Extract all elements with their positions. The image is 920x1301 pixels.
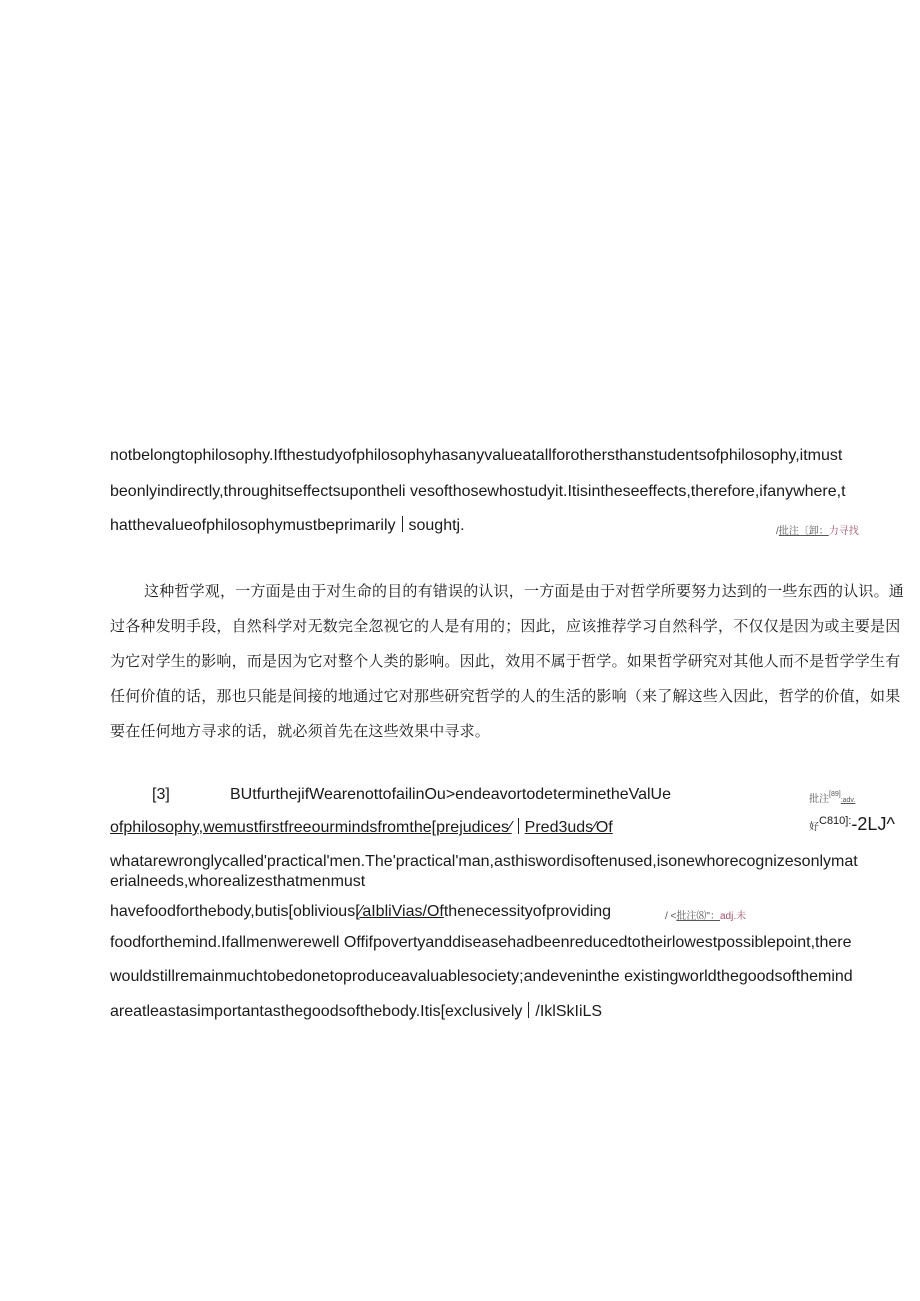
para3-line-1: BUtfurthejifWearenottofailinOu>endeavortodeterminetheValUe: [230, 786, 671, 803]
annotation-2-text: :adv.: [840, 797, 856, 804]
annotation-4-text: adj.未: [719, 911, 747, 922]
chinese-line-2: 过各种发明手段，自然科学对无数完全忽视它的人是有用的；因此，应该推荐学习自然科学，不仅仅是因为或主要是因: [110, 617, 901, 635]
para3-line-6: foodforthemind.Ifallmenwerewell Offifpovertyanddiseasehadbeenreducedtotheirlowestpossiblepoint,there: [110, 934, 852, 951]
para1-line-2: beonlyindirectly,throughitseffectsupontheli vesofthosewhostudyit.Itisintheseeffects,therefore,ifanywhere,t: [110, 483, 846, 500]
para1-line-3-keyword: soughtj.: [408, 517, 465, 534]
para3-line-8: [110, 1002, 602, 1022]
annotation-4-prefix: / <: [665, 911, 677, 922]
chinese-line-5: 要在任何地方寻求的话，就必须首先在这些效果中寻求。: [110, 722, 491, 740]
para3-line-8-text: areatleastasimportantasthegoodsofthebody.Itis[exclusively: [110, 1003, 523, 1020]
para3-line-5-text: havefoodforthebody,butis[oblivious: [110, 903, 356, 920]
para3-line-3: whatarewronglycalled'practical'men.The'practical'man,asthiswordisoftenused,isonewhorecognizesonlymat: [110, 853, 858, 870]
para1-line-3-text: hatthevalueofphilosophymustbeprimarily: [110, 517, 396, 534]
para3-line-7: wouldstillremainmuchtobedonetoproduceavaluablesociety;andeveninthe existingworldthegoodsofthemind: [110, 968, 853, 985]
para3-line-5-phonetic: [⁄aIbliVias/Of: [355, 903, 444, 920]
para3-line-2: [110, 818, 613, 838]
annotation-2-label: 批注: [809, 794, 829, 805]
annotation-1-text: 力寻找: [828, 526, 859, 537]
para3-line-2-text: ofphilosophy,wemustfirstfreeourmindsfromthe[prejudices⁄: [110, 819, 512, 836]
separator-bar: [402, 516, 403, 532]
annotation-1-prefix: /: [776, 526, 779, 537]
para1-line-3: [110, 516, 465, 536]
chinese-line-4: 任何价值的话，那也只能是间接的地通过它对那些研究哲学的人的生活的影响（来了解这些入因此，哲学的价值，如果: [110, 687, 901, 705]
chinese-line-3: 为它对学生的影响，而是因为它对整个人类的影响。因此，效用不属于哲学。如果哲学研究对其他人而不是哲学学生有: [110, 652, 901, 670]
paragraph-number: [3]: [152, 786, 170, 803]
para3-line-5: [110, 902, 611, 922]
chinese-line-1: 这种哲学观，一方面是由于对生命的目的有错误的认识，一方面是由于对哲学所要努力达到的一些东西的认识。通: [144, 582, 905, 600]
para3-line-2-phonetic: Pred3uds⁄Of: [524, 819, 613, 836]
annotation-4: [665, 907, 746, 922]
annotation-2: [809, 790, 855, 805]
para3-line-8-phonetic: /IklSkIiLS: [535, 1003, 603, 1020]
para1-line-1: notbelongtophilosophy.Ifthestudyofphilosophyhasanyvalueatallforothersthanstudentsofphilosophy,itmust: [110, 447, 843, 464]
para3-line-4: erialneeds,whorealizesthatmenmust: [110, 873, 366, 890]
annotation-3: [809, 814, 895, 835]
annotation-1: [776, 522, 859, 537]
annotation-4-label: 批注⑻"：: [676, 911, 720, 922]
annotation-1-label: 批注〔卸：: [778, 526, 829, 537]
para3-line-5-rest: thenecessityofproviding: [443, 903, 612, 920]
annotation-3-sup: C810]:: [819, 815, 852, 827]
annotation-3-text: -2LJ^: [851, 814, 895, 834]
annotation-3-char: 好: [809, 822, 819, 833]
separator-bar: [518, 818, 519, 834]
annotation-2-sup: [89]: [829, 791, 841, 798]
separator-bar: [528, 1002, 529, 1018]
